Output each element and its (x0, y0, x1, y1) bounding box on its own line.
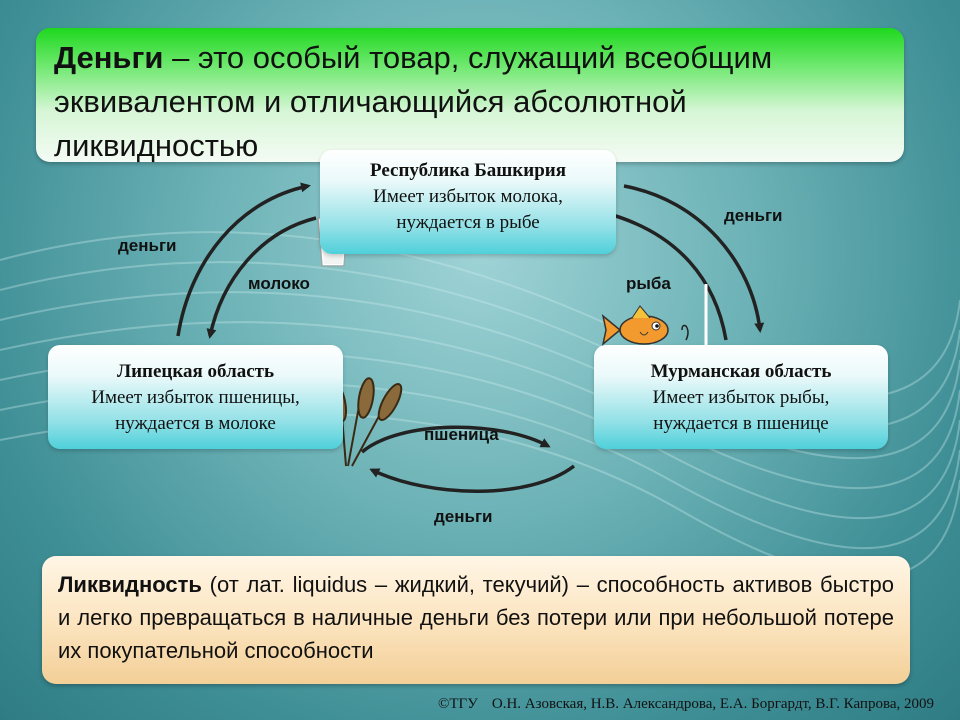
label-fish: рыба (626, 274, 671, 293)
label-milk: молоко (248, 274, 310, 293)
region-murmansk-surplus: Имеет избыток рыбы, (652, 387, 830, 408)
label-money-bottom: деньги (434, 507, 493, 526)
region-murmansk-box (594, 345, 888, 449)
region-lipetsk-surplus: Имеет избыток пшеницы, (91, 387, 300, 408)
label-money-left: деньги (118, 236, 177, 255)
label-wheat: пшеница (424, 425, 499, 444)
footer (0, 696, 934, 713)
region-bashkiria-box (320, 150, 616, 254)
arrow-money-left (178, 186, 308, 336)
footer-copyright: ©ТГУ (438, 696, 478, 712)
definition-term: Деньги (54, 40, 164, 75)
region-bashkiria-surplus: Имеет избыток молока, (373, 186, 563, 207)
region-lipetsk-name: Липецкая область (116, 361, 275, 382)
region-murmansk-need: нуждается в пшенице (653, 413, 829, 434)
arrow-money-bottom (372, 466, 574, 491)
definition-body: – это особый товар, служащий всеобщим эквивалентом и отличающийся абсолютной ликвидностью (54, 40, 773, 163)
liquidity-body: (от лат. liquidus – жидкий, текучий) – способность активов быстро и легко превращаться в наличные деньги без потери или при небольшой потере их покупательной способности (58, 572, 894, 663)
label-money-right: деньги (724, 206, 783, 225)
footer-authors: О.Н. Азовская, Н.В. Александрова, Е.А. Боргардт, В.Г. Капрова, 2009 (491, 696, 934, 712)
liquidity-text (58, 568, 894, 667)
region-murmansk-name: Мурманская область (650, 361, 832, 382)
region-lipetsk-box (48, 345, 343, 449)
liquidity-box (42, 556, 910, 684)
region-bashkiria-name: Республика Башкирия (370, 160, 566, 181)
region-lipetsk-need: нуждается в молоке (115, 413, 276, 434)
region-bashkiria-need: нуждается в рыбе (396, 212, 540, 233)
liquidity-term: Ликвидность (58, 572, 202, 597)
fish-icon (603, 306, 688, 344)
